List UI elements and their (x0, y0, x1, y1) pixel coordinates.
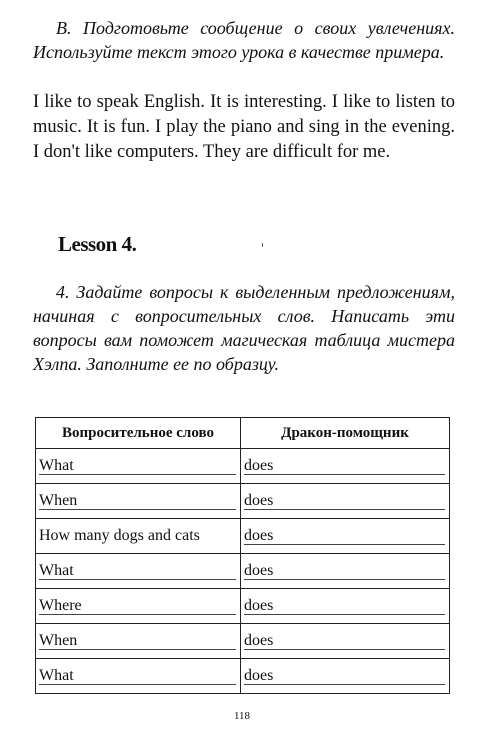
table-row (36, 554, 450, 589)
magic-table (35, 417, 450, 694)
question-word-cell (36, 484, 241, 519)
helper-cell (241, 589, 450, 624)
sample-text: I like to speak English. It is interesting. I like to listen to music. It is fun. I play the piano and sing in the evening. I don't like computers. They are difficult for me. (33, 92, 455, 162)
answer-blank (39, 579, 236, 580)
answer-blank (39, 474, 236, 475)
question-word: What (39, 562, 77, 579)
question-word-cell (36, 449, 241, 484)
helper-word: does (244, 562, 276, 579)
helper-cell (241, 484, 450, 519)
header-question-word: Вопросительное слово (36, 418, 241, 449)
question-word: How many dogs and cats (39, 527, 203, 544)
helper-cell (241, 554, 450, 589)
helper-cell (241, 519, 450, 554)
helper-cell (241, 659, 450, 694)
helper-word: does (244, 457, 276, 474)
answer-blank (39, 509, 236, 510)
question-word: Where (39, 597, 85, 614)
lesson-title: Lesson 4. (58, 232, 137, 256)
table-header-row (36, 418, 450, 449)
table-row (36, 484, 450, 519)
page-number: 118 (233, 710, 251, 722)
question-word-cell (36, 624, 241, 659)
helper-word: does (244, 492, 276, 509)
helper-word: does (244, 632, 276, 649)
question-word-cell (36, 519, 241, 554)
task-4-instruction: 4. Задайте вопросы к выделенным предложениям, начиная с вопросительных слов. Написать эти вопросы вам поможет магическая таблица мистера Хэлпа. Заполните ее по образцу. (33, 282, 455, 374)
question-word: When (39, 492, 80, 509)
answer-blank (244, 649, 445, 650)
table-row (36, 449, 450, 484)
helper-cell (241, 624, 450, 659)
answer-blank (39, 649, 236, 650)
helper-cell (241, 449, 450, 484)
question-word-cell (36, 589, 241, 624)
answer-blank (39, 614, 236, 615)
print-speck (262, 243, 263, 247)
question-word: What (39, 667, 77, 684)
table-row (36, 659, 450, 694)
answer-blank (244, 474, 445, 475)
question-word: When (39, 632, 80, 649)
answer-blank (244, 509, 445, 510)
answer-blank (244, 684, 445, 685)
question-word-cell (36, 554, 241, 589)
answer-blank (244, 579, 445, 580)
helper-word: does (244, 667, 276, 684)
helper-word: does (244, 527, 276, 544)
answer-blank (244, 614, 445, 615)
table-row (36, 589, 450, 624)
table-row (36, 519, 450, 554)
answer-blank (244, 544, 445, 545)
task-b-instruction: B. Подготовьте сообщение о своих увлечениях. Используйте текст этого урока в качестве примера. (33, 18, 455, 62)
helper-word: does (244, 597, 276, 614)
header-dragon-helper: Дракон-помощник (241, 418, 450, 449)
question-word-cell (36, 659, 241, 694)
table-row (36, 624, 450, 659)
question-word: What (39, 457, 77, 474)
answer-blank (39, 684, 236, 685)
